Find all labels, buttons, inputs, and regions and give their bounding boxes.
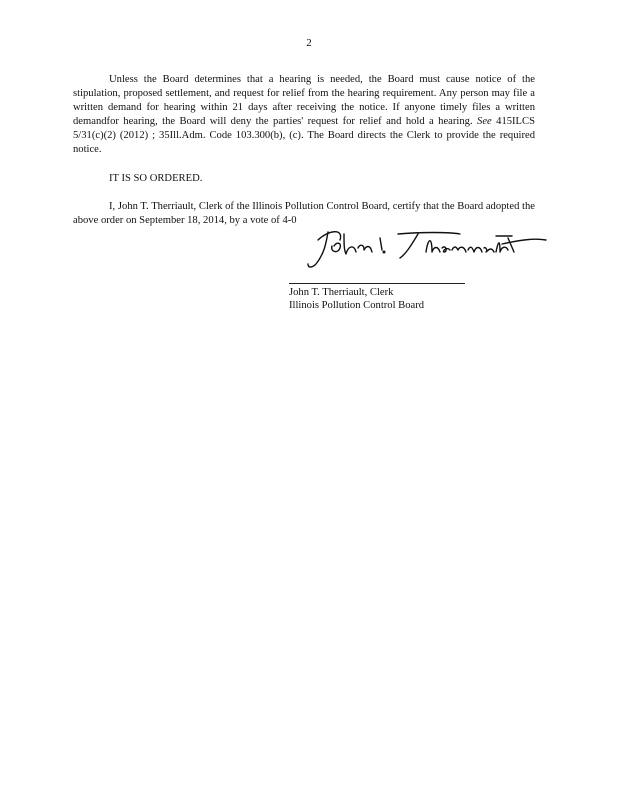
- certification-text: I, John T. Therriault, Clerk of the Illinois Pollution Control Board, certify that the Board adopted the above order on September 18, 2014, by a vote of 4-0: [73, 201, 535, 226]
- signer-organization: Illinois Pollution Control Board: [289, 300, 425, 311]
- signer-name: John T. Therriault, Clerk: [289, 287, 394, 298]
- page-number: 2: [306, 37, 312, 49]
- signature-line: [289, 283, 465, 284]
- notice-text: Unless the Board determines that a hearing is needed, the Board must cause notice of the stipulation, proposed settlement, and request for relief from the hearing requirement. Any person may file a written demand for hearing within 21 days after receiving the notice. If anyone timely files a written demandfor hearing, the Board will deny the parties' request for relief and hold a hearing.: [73, 74, 535, 127]
- citation-signal: See: [477, 116, 492, 127]
- notice-paragraph: [73, 73, 535, 157]
- so-ordered: IT IS SO ORDERED.: [109, 173, 203, 184]
- handwritten-signature: [300, 224, 550, 272]
- citation-text: 415ILCS 5/31(c)(2) (2012) ; 35Ill.Adm. Code 103.300(b), (c). The Board directs the Clerk to provide the required notice.: [73, 116, 535, 155]
- signer-block: [289, 286, 424, 312]
